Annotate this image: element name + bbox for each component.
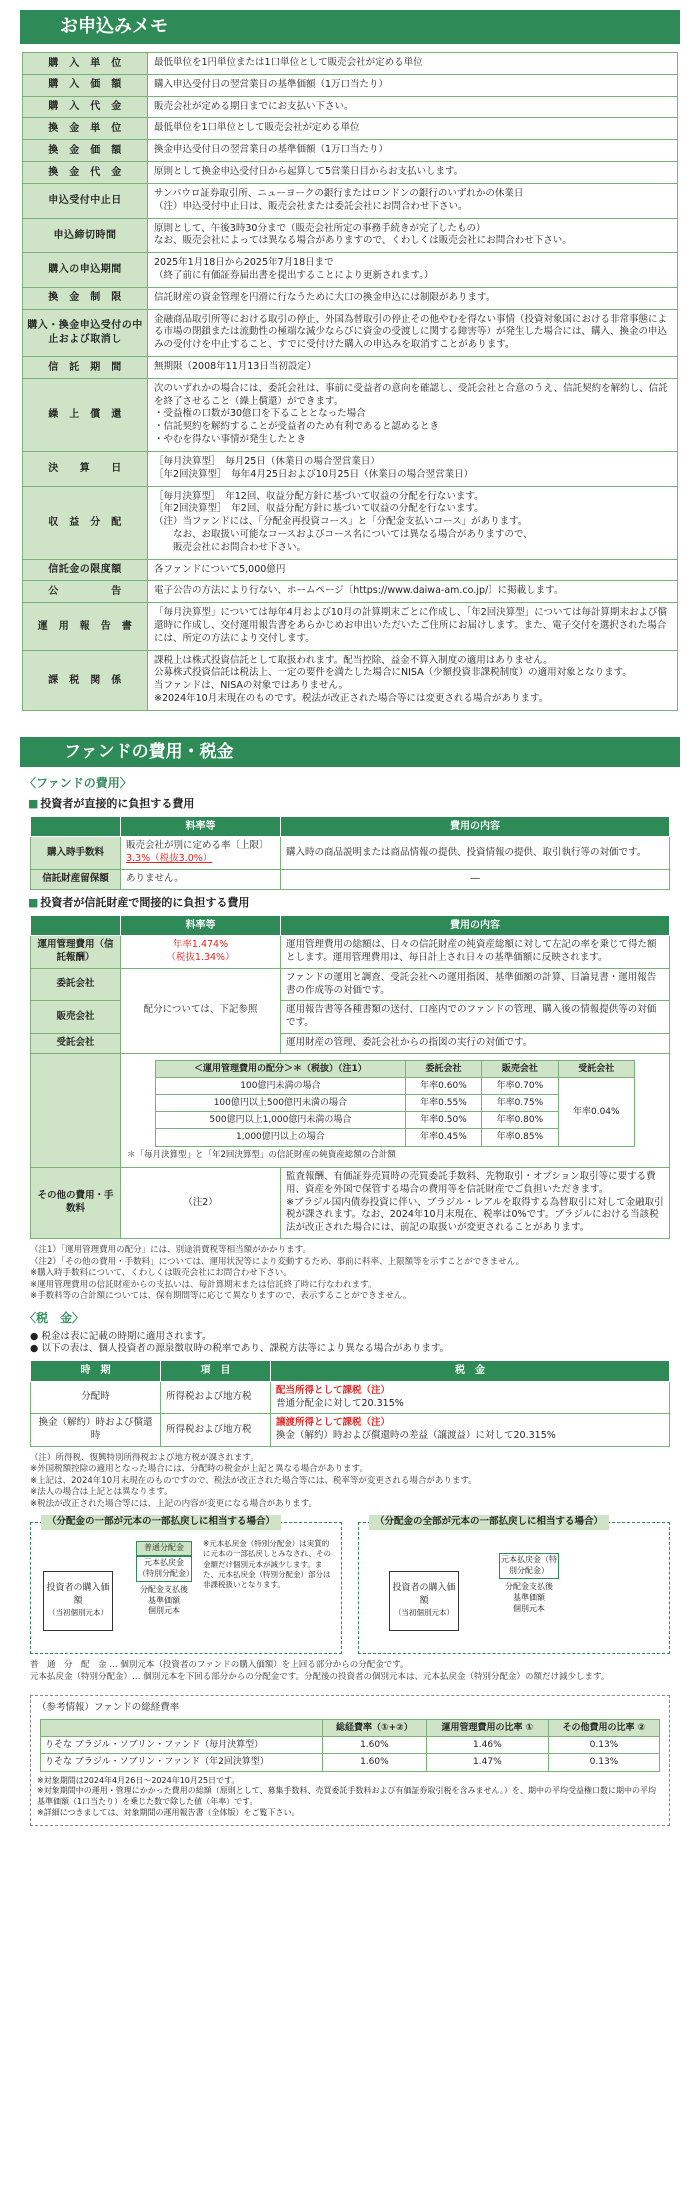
memo-key: 購 入 価 額 [23,75,147,96]
memo-key: 決 算 日 [23,452,147,486]
alloc-r2c1: 年率0.50% [405,1112,481,1129]
indiv-label-right: 個別元本 [513,1603,545,1613]
memo-row [23,97,677,119]
indirect-label: ■ 投資者が信託財産で間接的に負担する費用 [28,896,700,911]
memo-key: 収 益 分 配 [23,487,147,559]
memo-title: お申込みメモ [20,10,680,44]
fee-notes: （注1）「運用管理費用の配分」には、別途消費税等相当額がかかります。 （注2）「その他の費用・手数料」については、運用状況等により変動するため、事前に料率、上限額等を示すことができません。 ※購入時手数料について、くわしくは販売会社にお問合わせ下さい。 ※運用管理費用の信託財産からの支払いは、毎計算期末または信託終了時に行なわれます。 ※手数料等の合計額については、保有期間等に応じて異なりますので、表示することができません。 [30,1245,525,1301]
alloc-r1c1: 年率0.55% [405,1095,481,1112]
party-3-desc: 運用財産の管理、委託会社からの指図の実行の対価です。 [281,1034,670,1054]
dist-stack-left [136,1541,192,1617]
alloc-h2: 販売会社 [482,1060,558,1077]
memo-row [23,379,677,452]
tax-r0-rate: 普通分配金に対して20.315% [276,1397,404,1409]
ref-r1c2: 1.47% [426,1754,548,1771]
memo-key: 申込締切時間 [23,219,147,253]
alloc-h1: 委託会社 [405,1060,481,1077]
alloc-r3c1: 年率0.45% [405,1129,481,1146]
direct-label: ■ 投資者が直接的に負担する費用 [28,797,700,812]
buy-fee-label: 購入時手数料 [31,837,121,870]
memo-value: 無期限（2008年11月13日当初設定） [147,357,677,378]
dist-stack-right [499,1553,559,1614]
tax-r1c1: 所得税および地方税 [161,1414,271,1447]
after-label: 分配金支払後 [140,1584,188,1594]
alloc-r3: 1,000億円以上の場合 [156,1129,406,1146]
memo-row [23,219,677,254]
normal-dist: 普通分配金 [136,1541,192,1556]
memo-value: ［毎月決算型］ 毎月25日（休業日の場合翌営業日） ［年2回決算型］ 毎年4月25日および10月25日（休業日の場合翌営業日） [147,452,677,486]
alloc-h0: ＜運用管理費用の配分＞＊（税抜）（注1） [156,1060,406,1077]
memo-key: 信託金の限度額 [23,560,147,581]
tax-bullets [30,1331,700,1357]
retain-rate: ありません。 [121,870,281,890]
ref-h2: 運用管理費用の比率 ① [426,1720,548,1737]
indirect-fee-table [30,915,670,1239]
col-amount-2: 料率等 [121,915,281,936]
memo-row [23,603,677,650]
alloc-r0: 100億円未満の場合 [156,1078,406,1095]
alloc-r3c2: 年率0.85% [482,1129,558,1146]
diagram-partial [30,1516,342,1654]
mgmt-desc: 運用管理費用の総額は、日々の信託財産の純資産総額に対して左記の率を乗じて得た額とします。運用管理費用は、毎日計上され日々の基準価額に反映されます。 [281,936,670,969]
alloc-note: 配分については、下記参照 [121,968,281,1053]
memo-value: サンパウロ証券取引所、ニューヨークの銀行またはロンドンの銀行のいずれかの休業日 （注）申込受付中止日は、販売会社または委託会社にお問合わせ下さい。 [147,184,677,218]
retain-desc: ― [281,870,670,890]
ref-r0c2: 1.46% [426,1737,548,1754]
party-2: 販売会社 [31,1001,121,1034]
memo-row [23,118,677,140]
memo-key: 購入・換金申込受付の中止および取消し [23,310,147,356]
direct-fee-table [30,816,670,890]
investor-box-left: 投資者の購入価額 （当初個別元本） [43,1571,113,1631]
alloc-h3: 受託会社 [558,1060,634,1077]
memo-value: 金融商品取引所等における取引の停止、外国為替取引の停止その他やむを得ない事情（投資対象国における非常事態による市場の閉鎖または流動性の極端な減少ならびに資金の受渡しに関する障害等）が発生した場合には、購入、換金の申込みの受付けを中止すること、すでに受付けた購入の申込みを取消すことがあります。 [147,310,677,356]
tax-h1: 項 目 [161,1361,271,1382]
memo-row [23,452,677,487]
ref-notes: ※対象期間は2024年4月26日～2024年10月25日です。 ※対象期間中の運用・管理にかかった費用の総額（原則として、募集手数料、売買委託手数料および有価証券取引税を含みません。）を、期中の平均受益権口数に期中の平均基準価額（1口当たり）を乗じた数で除した値（年率）です。 ※詳細につきましては、対象期間の運用報告書（全体版）をご覧下さい。 [37,1775,657,1817]
ref-h3: その他費用の比率 ② [548,1720,659,1737]
party-1-desc: ファンドの運用と調査、受託会社への運用指図、基準価額の計算、目論見書・運用報告書の作成等の対価です。 [281,968,670,1001]
diagram-partial-title: （分配金の一部が元本の一部払戻しに相当する場合） [41,1515,281,1530]
investor-box-right: 投資者の購入価額 （当初個別元本） [389,1571,459,1631]
memo-key: 購 入 単 位 [23,53,147,74]
party-1: 委託会社 [31,968,121,1001]
diagram-definitions: 普 通 分 配 金 … 個別元本（投資者のファンドの購入価額）を上回る部分からの分配金です。 元本払戻金（特別分配金）… 個別元本を下回る部分からの分配金です。分配後の投資者の個別元本は、元本払戻金（特別分配金）の額だけ減少します。 [30,1660,610,1682]
memo-value: 2025年1月18日から2025年7月18日まで （終了前に有価証券届出書を提出することにより更新されます。） [147,253,677,287]
col-amount: 料率等 [121,816,281,837]
memo-value: 各ファンドについて5,000億円 [147,560,677,581]
alloc-r2c2: 年率0.80% [482,1112,558,1129]
col-content-2: 費用の内容 [281,915,670,936]
alloc-table [155,1060,635,1147]
party-3: 受託会社 [31,1034,121,1054]
party-2-desc: 運用報告書等各種書類の送付、口座内でのファンドの管理、購入後の情報提供等の対価です。 [281,1001,670,1034]
memo-row [23,357,677,379]
ref-table [40,1719,660,1771]
mgmt-rate: 年率1.474% （税抜1.34%） [121,936,281,969]
alloc-r0c2: 年率0.70% [482,1078,558,1095]
ref-h1: 総経費率（①+②） [322,1720,426,1737]
memo-row [23,560,677,582]
memo-value: 原則として換金申込受付日から起算して5営業日目からお支払いします。 [147,162,677,183]
memo-key: 購入の申込期間 [23,253,147,287]
ref-r1c0: りそな ブラジル・ソブリン・ファンド（年2回決算型） [41,1754,323,1771]
memo-value: 課税上は株式投資信託として取扱われます。配当控除、益金不算入制度の適用はありません。 公募株式投資信託は税法上、一定の要件を満たした場合にNISA（少額投資非課税制度）の適用対象となります。 当ファンドは、NISAの対象ではありません。 ※2024年10月末現在のものです。税法が改正された場合等には変更される場合があります。 [147,651,677,710]
distribution-diagrams [30,1516,670,1654]
memo-value: 「毎月決算型」については毎年4月および10月の計算期末ごとに作成し、「年2回決算型」については毎計算期末および償還時に作成し、交付運用報告書をあらかじめお申出いただいたご住所にお届けします。また、電子交付を選択された場合には、所定の方法により交付します。 [147,603,677,649]
ref-r0c1: 1.60% [322,1737,426,1754]
tax-r1-rate: 換金（解約）時および償還時の差益（譲渡益）に対して20.315% [276,1430,556,1442]
other-rate: （注2） [121,1168,281,1239]
diagram-full-title: （分配金の全部が元本の一部払戻しに相当する場合） [369,1515,609,1530]
tax-notes: （注）所得税、復興特別所得税および地方税が課されます。 ※外国税額控除の適用となった場合には、分配時の税金が上記と異なる場合があります。 ※上記は、2024年10月末現在のものですので、税法が改正された場合等には、税率等が変更される場合があります。 ※法人の場合は上記とは異なります。 ※税法が改正された場合等には、上記の内容が変更になる場合があります。 [30,1453,477,1509]
memo-value: 販売会社が定める期日までにお支払い下さい。 [147,97,677,118]
other-desc: 監査報酬、有価証券売買時の売買委託手数料、先物取引・オプション取引等に要する費用、資産を外国で保管する場合の費用等を信託財産でご負担いただきます。 ※ブラジル国内債券投資に伴い、ブラジル・レアルを取得する為替取引に対して金融取引税が課されます。なお、2024年10月末現在、税率は0%です。ブラジルにおける当該税法が改正された場合には、前記の取扱いが変更されることがあります。 [281,1168,670,1239]
alloc-r0c1: 年率0.60% [405,1078,481,1095]
memo-key: 購 入 代 金 [23,97,147,118]
buy-fee-desc: 購入時の商品説明または商品情報の提供、投資情報の提供、取引執行等の対価です。 [281,837,670,870]
memo-key: 換 金 制 限 [23,288,147,309]
ref-r0c3: 0.13% [548,1737,659,1754]
memo-row [23,253,677,288]
tax-r0c0: 分配時 [31,1381,161,1414]
memo-key: 換 金 代 金 [23,162,147,183]
memo-row [23,651,677,710]
memo-key: 換 金 価 額 [23,140,147,161]
memo-value: 換金申込受付日の翌営業日の基準価額（1万口当たり） [147,140,677,161]
ref-title: （参考情報）ファンドの総経費率 [37,1702,180,1714]
tax-r1c0: 換金（解約）時および償還時 [31,1414,161,1447]
ref-r0c0: りそな ブラジル・ソブリン・ファンド（毎月決算型） [41,1737,323,1754]
buy-fee-max: 3.3%（税抜3.0%） [126,853,213,865]
memo-key: 信 託 期 間 [23,357,147,378]
alloc-r2: 500億円以上1,000億円未満の場合 [156,1112,406,1129]
other-label: その他の費用・手数料 [31,1168,121,1239]
ref-box [30,1695,670,1825]
memo-value: 購入申込受付日の翌営業日の基準価額（1万口当たり） [147,75,677,96]
memo-key: 課 税 関 係 [23,651,147,710]
memo-key: 申込受付中止日 [23,184,147,218]
base-label: 基準価額 [148,1595,180,1605]
refund-dist: 元本払戻金（特別分配金） [136,1556,192,1582]
col-content: 費用の内容 [281,816,670,837]
page [0,10,700,1826]
diagram-full [358,1516,670,1654]
tax-h2: 税 金 [271,1361,670,1382]
memo-row [23,162,677,184]
memo-row [23,487,677,560]
fee-title: ファンドの費用・税金 [20,737,680,767]
memo-key: 運 用 報 告 書 [23,603,147,649]
alloc-foot: ＊「毎月決算型」と「年2回決算型」の信託財産の純資産総額の合計額 [127,1149,396,1160]
tax-bullet-2: ● 以下の表は、個人投資者の源泉徴収時の税率であり、課税方法等により異なる場合があります。 [30,1343,450,1355]
memo-row [23,140,677,162]
memo-key: 公 告 [23,581,147,602]
tax-bullet-1: ● 税金は表に記載の時期に適用されます。 [30,1330,212,1342]
memo-row [23,288,677,310]
memo-value: 原則として、午後3時30分まで（販売会社所定の事務手続きが完了したもの） なお、販売会社によっては異なる場合がありますので、くわしくは販売会社にお問合わせ下さい。 [147,219,677,253]
fee-subtitle: 〈ファンドの費用〉 [24,775,132,790]
buy-fee-rate: 販売会社が別に定める率〔上限〕3.3%（税抜3.0%） [121,837,281,870]
memo-table [22,52,678,711]
ref-r1c3: 0.13% [548,1754,659,1771]
memo-value: ［毎月決算型］ 年12回、収益分配方針に基づいて収益の分配を行ないます。 ［年2回決算型］ 年2回、収益分配方針に基づいて収益の分配を行ないます。 （注）当ファンドには、「分配金再投資コース」と「分配金支払いコース」があります。 なお、お取扱い可能なコースおよびコース名については異なる場合がありますので、 販売会社にお問合わせ下さい。 [147,487,677,559]
tax-table [30,1360,670,1447]
alloc-r1c2: 年率0.75% [482,1095,558,1112]
diagram-note: ※元本払戻金（特別分配金）は実質的に元本の一部払戻しとみなされ、その金額だけ個別元本が減少します。また、元本払戻金（特別分配金）部分は非課税扱いとなります。 [203,1539,331,1589]
tax-h0: 時 期 [31,1361,161,1382]
memo-value: 信託財産の資金管理を円滑に行なうために大口の換金申込には制限があります。 [147,288,677,309]
tax-r1-kind: 譲渡所得として課税（注） [276,1417,391,1429]
mgmt-label: 運用管理費用（信託報酬） [31,936,121,969]
memo-row [23,184,677,219]
indiv-label: 個別元本 [148,1606,180,1616]
memo-row [23,75,677,97]
tax-subtitle: 〈税 金〉 [24,1311,85,1326]
retain-label: 信託財産留保額 [31,870,121,890]
ref-h0 [41,1720,323,1737]
ref-r1c1: 1.60% [322,1754,426,1771]
refund-dist-right: 元本払戻金（特別分配金） [499,1553,559,1579]
alloc-r1: 100億円以上500億円未満の場合 [156,1095,406,1112]
after-label-right: 分配金支払後 [505,1581,553,1591]
base-label-right: 基準価額 [513,1592,545,1602]
tax-r0-kind: 配当所得として課税（注） [276,1384,391,1396]
memo-value: 最低単位を1円単位または1口単位として販売会社が定める単位 [147,53,677,74]
memo-row [23,581,677,603]
memo-row [23,53,677,75]
memo-row [23,310,677,357]
memo-key: 繰 上 償 還 [23,379,147,451]
memo-key: 換 金 単 位 [23,118,147,139]
tax-r0c1: 所得税および地方税 [161,1381,271,1414]
memo-value: 次のいずれかの場合には、委託会社は、事前に受益者の意向を確認し、受託会社と合意のうえ、信託契約を解約し、信託を終了させること（繰上償還）ができます。 ・受益権の口数が30億口を下ることとなった場合 ・信託契約を解約することが受益者のため有利であると認めるとき ・やむを得ない事情が発生したとき [147,379,677,451]
memo-value: 電子公告の方法により行ない、ホームページ〔https://www.daiwa-am.co.jp/〕に掲載します。 [147,581,677,602]
alloc-trustee: 年率0.04% [558,1078,634,1147]
memo-value: 最低単位を1口単位として販売会社が定める単位 [147,118,677,139]
